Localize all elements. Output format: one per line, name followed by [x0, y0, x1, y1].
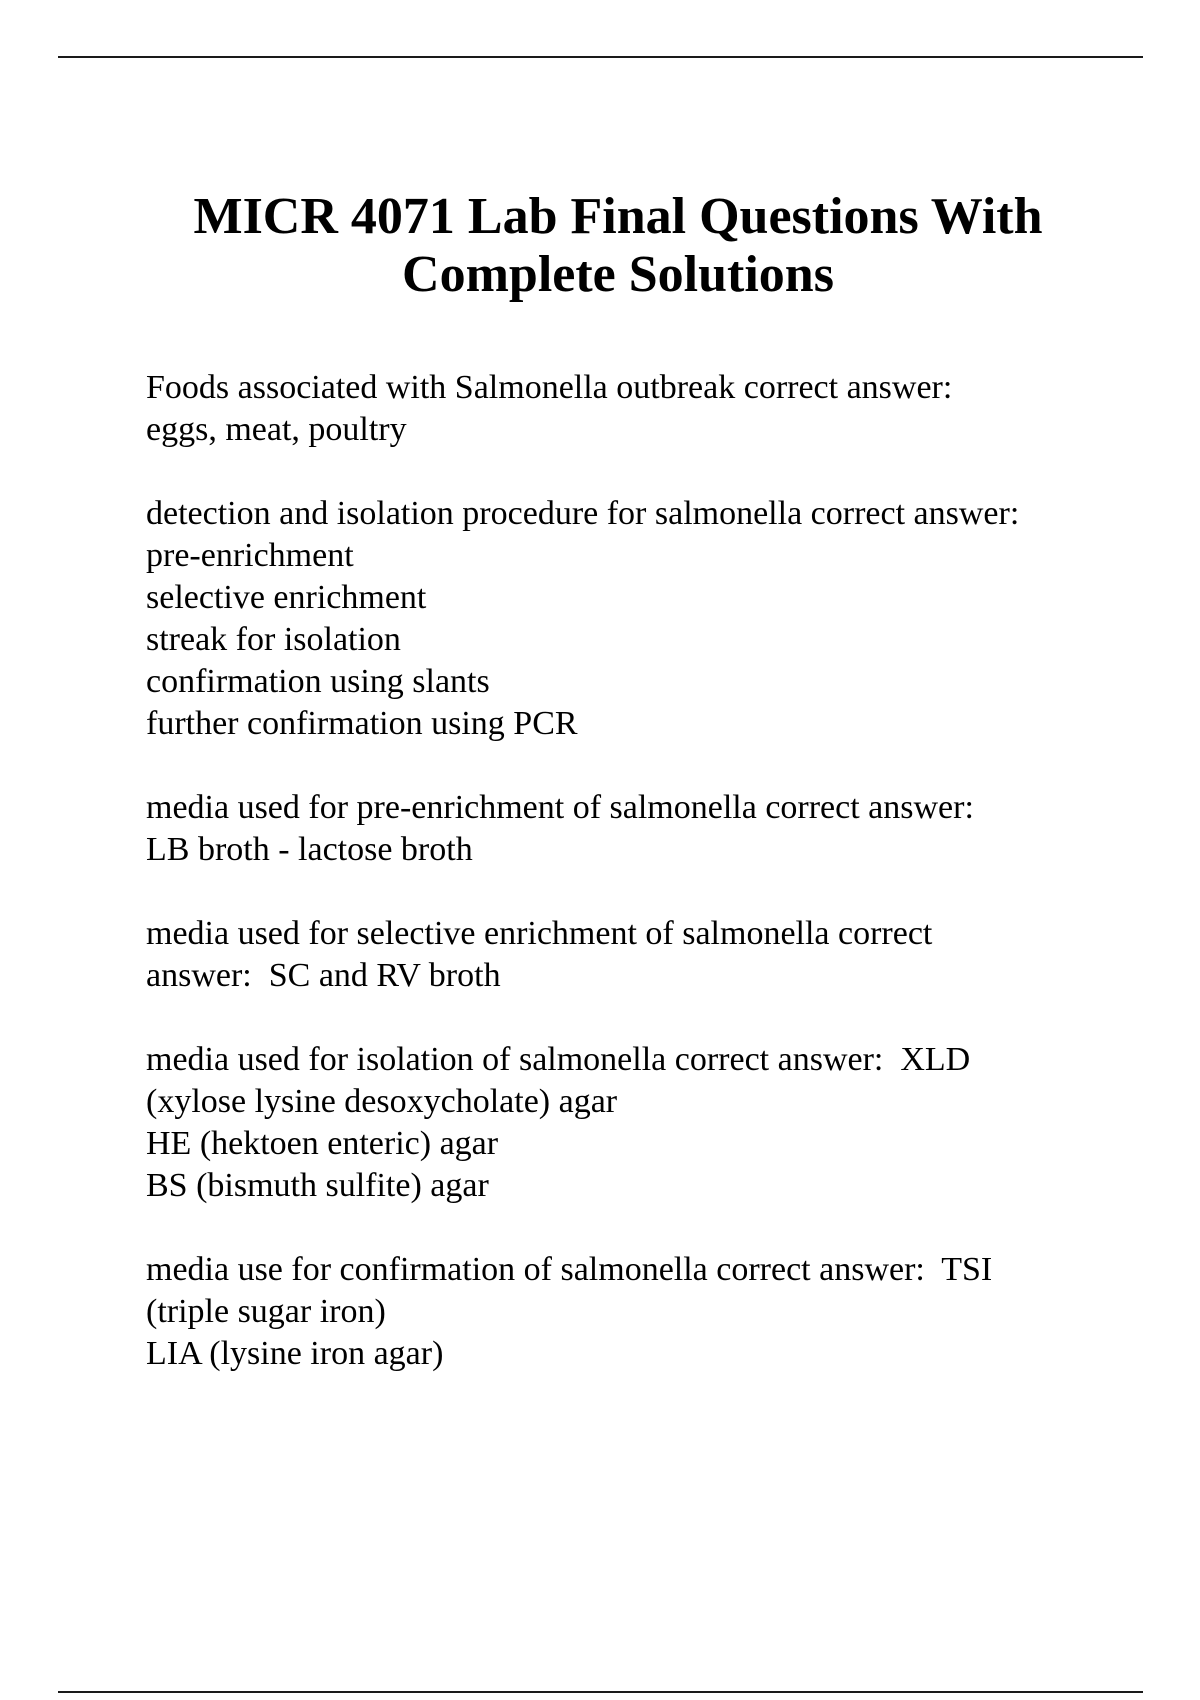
text-line: further confirmation using PCR	[146, 705, 578, 742]
qa-entry	[146, 1039, 1146, 1207]
text-line: (xylose lysine desoxycholate) agar	[146, 1083, 618, 1120]
text-line: Foods associated with Salmonella outbreak correct answer:	[146, 369, 953, 406]
text-line: BS (bismuth sulfite) agar	[146, 1167, 489, 1204]
text-line: media used for pre-enrichment of salmonella correct answer:	[146, 789, 974, 826]
text-line: confirmation using slants	[146, 663, 490, 700]
qa-entry	[146, 493, 1146, 745]
text-line: media used for selective enrichment of salmonella correct	[146, 915, 933, 952]
text-line: LB broth - lactose broth	[146, 831, 473, 868]
text-line: media used for isolation of salmonella correct answer: XLD	[146, 1041, 971, 1078]
text-line: selective enrichment	[146, 579, 427, 616]
top-rule	[58, 56, 1143, 58]
text-line: detection and isolation procedure for salmonella correct answer:	[146, 495, 1020, 532]
text-line: LIA (lysine iron agar)	[146, 1335, 444, 1372]
qa-entry	[146, 1249, 1146, 1375]
document-title	[0, 188, 1200, 304]
document-body	[146, 367, 1146, 1417]
text-line: HE (hektoen enteric) agar	[146, 1125, 499, 1162]
text-line: pre-enrichment	[146, 537, 354, 574]
text-line: streak for isolation	[146, 621, 401, 658]
text-line: media use for confirmation of salmonella correct answer: TSI	[146, 1251, 993, 1288]
qa-entry	[146, 787, 1146, 871]
text-line: eggs, meat, poultry	[146, 411, 407, 448]
qa-entry	[146, 367, 1146, 451]
text-line: (triple sugar iron)	[146, 1293, 386, 1330]
bottom-rule	[58, 1691, 1143, 1693]
text-line: answer: SC and RV broth	[146, 957, 501, 994]
qa-entry	[146, 913, 1146, 997]
title-line: MICR 4071 Lab Final Questions With	[193, 188, 1043, 245]
title-line: Complete Solutions	[402, 246, 834, 303]
